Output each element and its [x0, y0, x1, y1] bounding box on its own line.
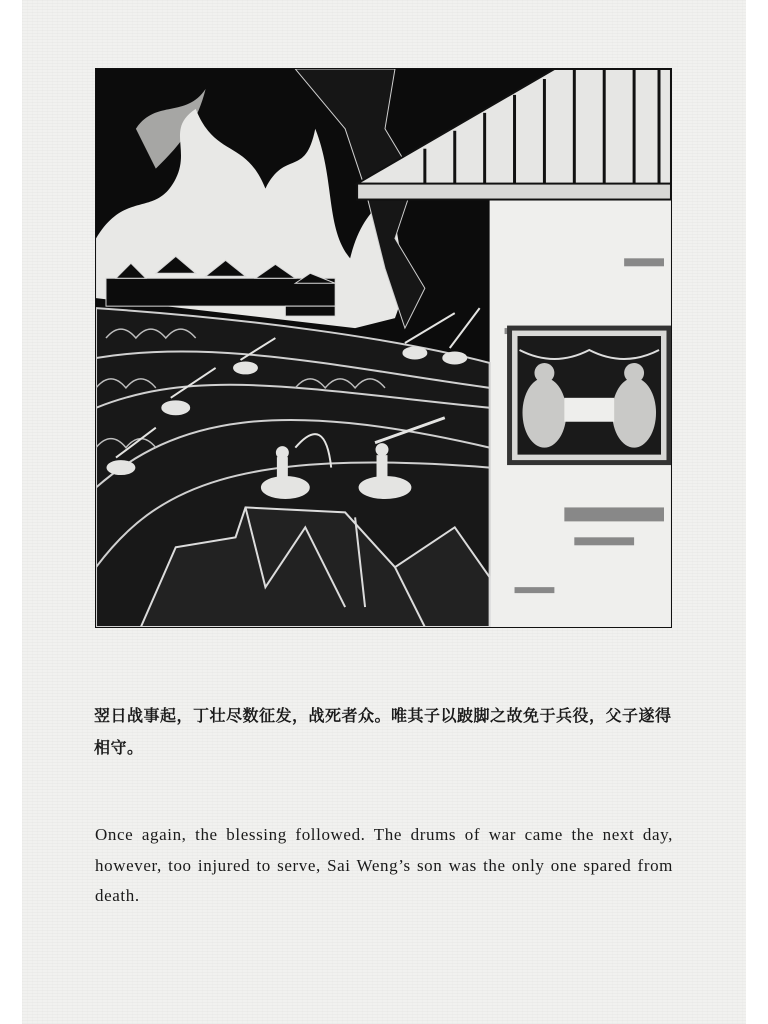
- chinese-story-text: 翌日战事起，丁壮尽数征发，战死者众。唯其子以跛脚之故免于兵役，父子遂得相守。: [94, 706, 672, 757]
- banquet-painting-illustration: [510, 328, 669, 463]
- war-scene-illustration: [95, 68, 672, 628]
- english-story-text: Once again, the blessing followed. The drums of war came the next day, however, too injured to serve, Sai Weng’s son was the only one spared from death.: [95, 825, 673, 905]
